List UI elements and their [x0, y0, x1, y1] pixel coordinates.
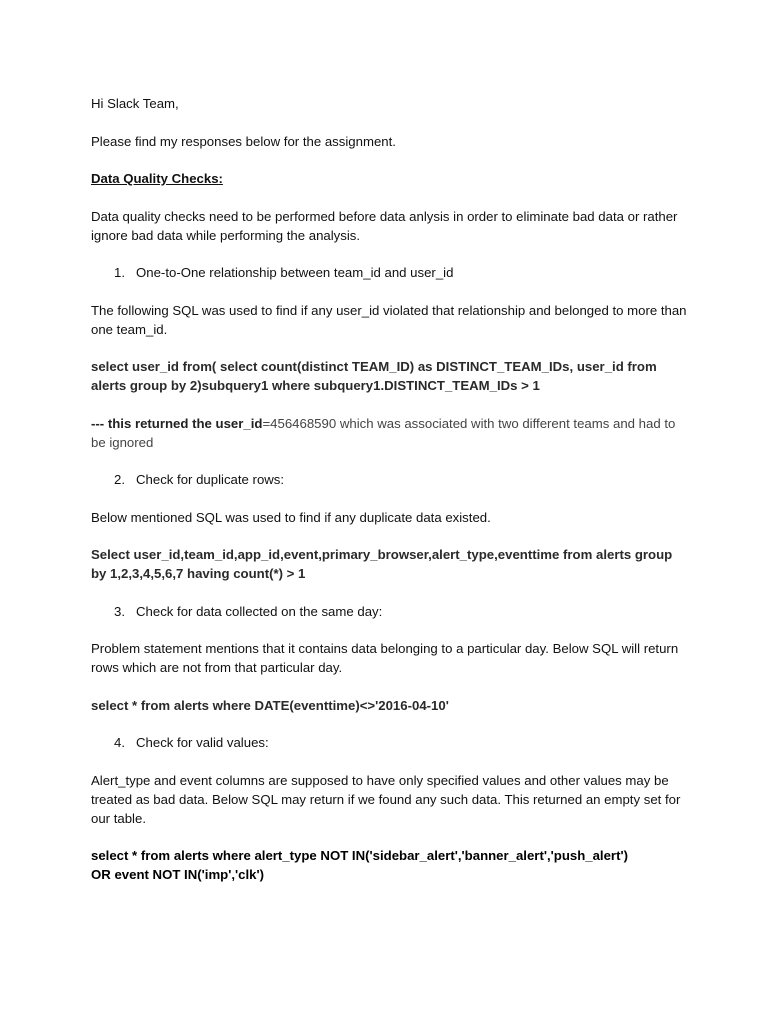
list-number: 3. [114, 603, 125, 619]
section-heading: Data Quality Checks: [91, 171, 223, 186]
list-item-1 [91, 263, 688, 282]
list-number: 2. [114, 472, 125, 487]
list-number: 1. [114, 265, 125, 280]
sql-line-1: select * from alerts where alert_type NOT IN('sidebar_alert','banner_alert','push_alert') [91, 848, 628, 863]
note-rest: =456468590 which was associated with two different teams and had to be ignored [91, 415, 676, 450]
item-1-description: The following SQL was used to find if any user_id violated that relationship and belonged to more than one team_id. [91, 302, 687, 337]
item-2-sql: Select user_id,team_id,app_id,event,primary_browser,alert_type,eventtime from alerts group by 1,2,3,4,5,6,7 having count(*) > 1 [91, 547, 673, 581]
list-item-title: Check for data collected on the same day: [136, 603, 383, 619]
list-item-2 [91, 470, 688, 489]
list-item-title: Check for duplicate rows: [136, 472, 285, 487]
greeting: Hi Slack Team, [91, 96, 179, 111]
list-item-4 [91, 733, 688, 752]
sql-line-2: OR event NOT IN('imp','clk') [91, 867, 265, 882]
item-3-sql: select * from alerts where DATE(eventtime)<>'2016-04-10' [91, 697, 449, 713]
list-item-title: One-to-One relationship between team_id and user_id [136, 265, 454, 280]
item-4-description: Alert_type and event columns are supposed to have only specified values and other values may be treated as bad data. Below SQL may return if we found any such data. This returned an empty set for our table. [91, 772, 681, 826]
intro-paragraph: Please find my responses below for the assignment. [91, 133, 396, 149]
list-item-title: Check for valid values: [136, 735, 269, 750]
item-3-description: Problem statement mentions that it contains data belonging to a particular day. Below SQL will return rows which are not from that particular day. [91, 641, 679, 675]
item-1-note [91, 414, 688, 452]
item-1-sql: select user_id from( select count(distinct TEAM_ID) as DISTINCT_TEAM_IDs, user_id from alerts group by 2)subquery1 where subquery1.DISTINCT_TEAM_IDs > 1 [91, 359, 657, 393]
item-4-sql [91, 846, 688, 884]
note-prefix: --- this returned the user_id [91, 415, 263, 431]
section-intro: Data quality checks need to be performed before data anlysis in order to eliminate bad data or rather ignore bad data while performing the analysis. [91, 208, 678, 243]
list-item-3 [91, 602, 688, 621]
item-2-description: Below mentioned SQL was used to find if any duplicate data existed. [91, 509, 491, 525]
list-number: 4. [114, 735, 125, 750]
